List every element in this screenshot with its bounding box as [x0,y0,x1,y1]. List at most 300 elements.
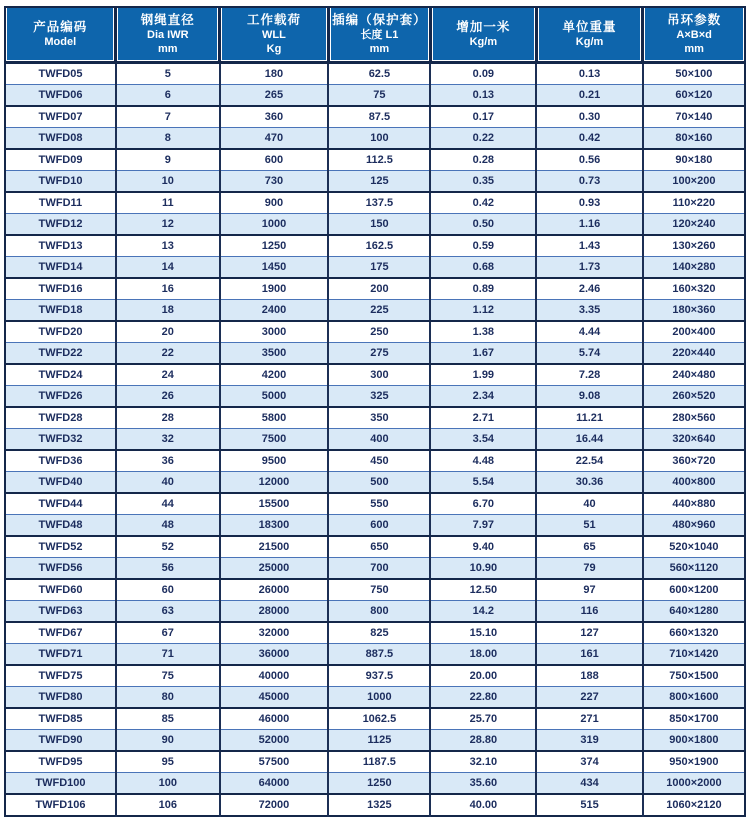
cell-l1: 1125 [328,730,430,752]
cell-model: TWFD80 [5,687,116,709]
cell-l1: 175 [328,257,430,279]
cell-ring: 220×440 [643,343,745,365]
header-line: 钢绳直径 [140,13,195,27]
table-row [5,472,745,494]
cell-wll: 40000 [220,665,329,687]
cell-dia: 56 [116,558,220,580]
cell-wll: 1450 [220,257,329,279]
cell-unit-weight: 22.54 [536,450,643,472]
table-row [5,751,745,773]
cell-wll: 28000 [220,601,329,623]
cell-wll: 36000 [220,644,329,666]
cell-l1: 800 [328,601,430,623]
cell-model: TWFD10 [5,171,116,193]
table-row [5,601,745,623]
column-header-ring [643,7,745,63]
cell-ring: 60×120 [643,85,745,107]
cell-dia: 13 [116,235,220,257]
header-line: WLL [262,29,286,41]
table-row [5,278,745,300]
cell-add-per-meter: 0.50 [430,214,536,236]
cell-dia: 32 [116,429,220,451]
header-line: Kg [266,43,282,55]
cell-l1: 325 [328,386,430,408]
cell-ring: 240×480 [643,364,745,386]
cell-unit-weight: 188 [536,665,643,687]
cell-l1: 350 [328,407,430,429]
cell-model: TWFD75 [5,665,116,687]
cell-ring: 950×1900 [643,751,745,773]
cell-wll: 7500 [220,429,329,451]
cell-wll: 9500 [220,450,329,472]
cell-l1: 887.5 [328,644,430,666]
table-row [5,192,745,214]
cell-l1: 1062.5 [328,708,430,730]
table-row [5,558,745,580]
cell-wll: 18300 [220,515,329,537]
table-row [5,579,745,601]
cell-l1: 1325 [328,794,430,816]
cell-l1: 1000 [328,687,430,709]
cell-ring: 800×1600 [643,687,745,709]
cell-wll: 3500 [220,343,329,365]
cell-unit-weight: 11.21 [536,407,643,429]
cell-add-per-meter: 6.70 [430,493,536,515]
cell-ring: 200×400 [643,321,745,343]
cell-wll: 32000 [220,622,329,644]
cell-dia: 9 [116,149,220,171]
cell-dia: 8 [116,128,220,150]
cell-dia: 16 [116,278,220,300]
cell-model: TWFD06 [5,85,116,107]
table-row [5,364,745,386]
cell-l1: 825 [328,622,430,644]
cell-unit-weight: 127 [536,622,643,644]
cell-l1: 937.5 [328,665,430,687]
table-row [5,128,745,150]
cell-wll: 4200 [220,364,329,386]
cell-dia: 26 [116,386,220,408]
cell-unit-weight: 2.46 [536,278,643,300]
cell-dia: 75 [116,665,220,687]
table-row [5,235,745,257]
cell-l1: 75 [328,85,430,107]
cell-wll: 57500 [220,751,329,773]
table-row [5,622,745,644]
cell-dia: 22 [116,343,220,365]
cell-ring: 320×640 [643,429,745,451]
header-line: 长度 L1 [360,29,399,41]
cell-add-per-meter: 0.09 [430,63,536,85]
table-row [5,730,745,752]
cell-add-per-meter: 15.10 [430,622,536,644]
cell-unit-weight: 0.13 [536,63,643,85]
cell-wll: 12000 [220,472,329,494]
cell-unit-weight: 5.74 [536,343,643,365]
header-line: 吊环参数 [667,13,722,27]
cell-wll: 900 [220,192,329,214]
cell-add-per-meter: 5.54 [430,472,536,494]
cell-add-per-meter: 18.00 [430,644,536,666]
cell-unit-weight: 30.36 [536,472,643,494]
cell-unit-weight: 0.56 [536,149,643,171]
cell-l1: 137.5 [328,192,430,214]
cell-model: TWFD85 [5,708,116,730]
cell-add-per-meter: 2.71 [430,407,536,429]
cell-dia: 100 [116,773,220,795]
column-header-l1 [328,7,430,63]
cell-ring: 710×1420 [643,644,745,666]
cell-dia: 44 [116,493,220,515]
table-row [5,794,745,816]
cell-dia: 60 [116,579,220,601]
cell-add-per-meter: 35.60 [430,773,536,795]
cell-unit-weight: 1.73 [536,257,643,279]
cell-dia: 20 [116,321,220,343]
cell-l1: 300 [328,364,430,386]
header-line: Kg/m [469,36,498,48]
header-line: Model [44,36,77,48]
cell-ring: 110×220 [643,192,745,214]
cell-add-per-meter: 14.2 [430,601,536,623]
cell-unit-weight: 515 [536,794,643,816]
cell-dia: 67 [116,622,220,644]
cell-wll: 1250 [220,235,329,257]
cell-dia: 40 [116,472,220,494]
cell-unit-weight: 1.16 [536,214,643,236]
cell-unit-weight: 79 [536,558,643,580]
cell-ring: 260×520 [643,386,745,408]
header-line: 产品编码 [33,20,88,34]
cell-model: TWFD05 [5,63,116,85]
cell-unit-weight: 271 [536,708,643,730]
cell-wll: 15500 [220,493,329,515]
cell-l1: 650 [328,536,430,558]
table-body [5,63,745,817]
cell-wll: 26000 [220,579,329,601]
table-row [5,63,745,85]
cell-model: TWFD12 [5,214,116,236]
cell-model: TWFD09 [5,149,116,171]
cell-model: TWFD40 [5,472,116,494]
cell-l1: 112.5 [328,149,430,171]
cell-model: TWFD36 [5,450,116,472]
cell-add-per-meter: 20.00 [430,665,536,687]
cell-add-per-meter: 0.59 [430,235,536,257]
cell-model: TWFD11 [5,192,116,214]
cell-l1: 250 [328,321,430,343]
cell-add-per-meter: 3.54 [430,429,536,451]
cell-ring: 70×140 [643,106,745,128]
table-row [5,450,745,472]
cell-l1: 600 [328,515,430,537]
cell-dia: 5 [116,63,220,85]
cell-add-per-meter: 1.12 [430,300,536,322]
cell-dia: 18 [116,300,220,322]
cell-model: TWFD63 [5,601,116,623]
cell-ring: 560×1120 [643,558,745,580]
cell-wll: 72000 [220,794,329,816]
cell-ring: 640×1280 [643,601,745,623]
table-header [5,7,745,63]
cell-unit-weight: 161 [536,644,643,666]
cell-wll: 3000 [220,321,329,343]
header-line: 工作载荷 [246,13,301,27]
cell-model: TWFD16 [5,278,116,300]
cell-dia: 48 [116,515,220,537]
cell-ring: 120×240 [643,214,745,236]
cell-model: TWFD56 [5,558,116,580]
header-line: Kg/m [575,36,604,48]
cell-dia: 14 [116,257,220,279]
cell-ring: 130×260 [643,235,745,257]
cell-add-per-meter: 1.67 [430,343,536,365]
cell-model: TWFD18 [5,300,116,322]
cell-unit-weight: 374 [536,751,643,773]
table-row [5,515,745,537]
table-row [5,644,745,666]
cell-add-per-meter: 9.40 [430,536,536,558]
cell-unit-weight: 9.08 [536,386,643,408]
cell-unit-weight: 434 [536,773,643,795]
cell-model: TWFD71 [5,644,116,666]
cell-add-per-meter: 28.80 [430,730,536,752]
cell-unit-weight: 116 [536,601,643,623]
cell-wll: 1000 [220,214,329,236]
table-row [5,85,745,107]
cell-wll: 46000 [220,708,329,730]
cell-dia: 24 [116,364,220,386]
cell-unit-weight: 227 [536,687,643,709]
cell-wll: 180 [220,63,329,85]
cell-add-per-meter: 25.70 [430,708,536,730]
cell-ring: 400×800 [643,472,745,494]
cell-add-per-meter: 22.80 [430,687,536,709]
table-row [5,687,745,709]
cell-model: TWFD95 [5,751,116,773]
cell-add-per-meter: 32.10 [430,751,536,773]
cell-add-per-meter: 0.68 [430,257,536,279]
cell-unit-weight: 0.93 [536,192,643,214]
table-row [5,407,745,429]
cell-unit-weight: 1.43 [536,235,643,257]
cell-l1: 1187.5 [328,751,430,773]
header-line: 单位重量 [562,20,617,34]
cell-wll: 52000 [220,730,329,752]
cell-wll: 265 [220,85,329,107]
cell-l1: 125 [328,171,430,193]
cell-ring: 850×1700 [643,708,745,730]
cell-dia: 63 [116,601,220,623]
column-header-unit-weight [536,7,643,63]
cell-ring: 750×1500 [643,665,745,687]
cell-model: TWFD08 [5,128,116,150]
cell-add-per-meter: 2.34 [430,386,536,408]
cell-dia: 52 [116,536,220,558]
cell-add-per-meter: 0.42 [430,192,536,214]
table-row [5,773,745,795]
column-header-dia [116,7,220,63]
cell-ring: 660×1320 [643,622,745,644]
cell-wll: 470 [220,128,329,150]
cell-ring: 1000×2000 [643,773,745,795]
cell-dia: 36 [116,450,220,472]
cell-ring: 1060×2120 [643,794,745,816]
cell-ring: 360×720 [643,450,745,472]
table-row [5,300,745,322]
spec-table [4,6,746,817]
spec-table-container [4,6,746,817]
cell-dia: 7 [116,106,220,128]
cell-l1: 275 [328,343,430,365]
cell-model: TWFD20 [5,321,116,343]
header-line: A×B×d [676,29,712,41]
column-header-wll [220,7,329,63]
cell-unit-weight: 16.44 [536,429,643,451]
header-line: 增加一米 [456,20,511,34]
header-line: mm [158,43,178,55]
cell-ring: 440×880 [643,493,745,515]
cell-model: TWFD48 [5,515,116,537]
cell-wll: 25000 [220,558,329,580]
cell-add-per-meter: 7.97 [430,515,536,537]
header-line: 插编（保护套） [332,13,427,27]
cell-l1: 400 [328,429,430,451]
cell-dia: 80 [116,687,220,709]
cell-wll: 360 [220,106,329,128]
table-row [5,149,745,171]
cell-ring: 180×360 [643,300,745,322]
cell-ring: 100×200 [643,171,745,193]
cell-wll: 1900 [220,278,329,300]
cell-model: TWFD32 [5,429,116,451]
cell-unit-weight: 0.30 [536,106,643,128]
cell-unit-weight: 4.44 [536,321,643,343]
cell-ring: 160×320 [643,278,745,300]
cell-ring: 50×100 [643,63,745,85]
cell-unit-weight: 40 [536,493,643,515]
cell-dia: 95 [116,751,220,773]
cell-ring: 280×560 [643,407,745,429]
cell-model: TWFD90 [5,730,116,752]
cell-l1: 750 [328,579,430,601]
table-row [5,171,745,193]
cell-add-per-meter: 0.13 [430,85,536,107]
cell-dia: 11 [116,192,220,214]
cell-add-per-meter: 10.90 [430,558,536,580]
table-row [5,708,745,730]
cell-unit-weight: 0.42 [536,128,643,150]
cell-ring: 140×280 [643,257,745,279]
table-row [5,321,745,343]
cell-add-per-meter: 12.50 [430,579,536,601]
cell-unit-weight: 7.28 [536,364,643,386]
cell-dia: 10 [116,171,220,193]
table-row [5,257,745,279]
cell-ring: 80×160 [643,128,745,150]
cell-l1: 62.5 [328,63,430,85]
cell-model: TWFD67 [5,622,116,644]
cell-dia: 90 [116,730,220,752]
cell-wll: 600 [220,149,329,171]
cell-dia: 106 [116,794,220,816]
cell-add-per-meter: 0.17 [430,106,536,128]
cell-l1: 550 [328,493,430,515]
cell-model: TWFD28 [5,407,116,429]
cell-unit-weight: 97 [536,579,643,601]
cell-model: TWFD07 [5,106,116,128]
cell-ring: 480×960 [643,515,745,537]
cell-unit-weight: 3.35 [536,300,643,322]
cell-model: TWFD22 [5,343,116,365]
cell-add-per-meter: 0.22 [430,128,536,150]
cell-unit-weight: 0.21 [536,85,643,107]
cell-dia: 85 [116,708,220,730]
cell-ring: 520×1040 [643,536,745,558]
cell-unit-weight: 65 [536,536,643,558]
cell-wll: 5800 [220,407,329,429]
cell-wll: 64000 [220,773,329,795]
table-row [5,665,745,687]
cell-model: TWFD26 [5,386,116,408]
cell-ring: 900×1800 [643,730,745,752]
cell-model: TWFD100 [5,773,116,795]
cell-model: TWFD52 [5,536,116,558]
cell-add-per-meter: 1.38 [430,321,536,343]
cell-dia: 28 [116,407,220,429]
cell-model: TWFD13 [5,235,116,257]
table-row [5,106,745,128]
cell-l1: 162.5 [328,235,430,257]
cell-model: TWFD106 [5,794,116,816]
cell-dia: 12 [116,214,220,236]
cell-ring: 90×180 [643,149,745,171]
table-row [5,429,745,451]
cell-model: TWFD24 [5,364,116,386]
cell-wll: 5000 [220,386,329,408]
cell-model: TWFD60 [5,579,116,601]
cell-add-per-meter: 0.28 [430,149,536,171]
header-line: mm [369,43,390,55]
header-line: mm [684,43,704,55]
cell-l1: 87.5 [328,106,430,128]
cell-l1: 700 [328,558,430,580]
header-row [5,7,745,63]
cell-add-per-meter: 0.35 [430,171,536,193]
cell-l1: 1250 [328,773,430,795]
cell-model: TWFD44 [5,493,116,515]
table-row [5,536,745,558]
cell-l1: 150 [328,214,430,236]
cell-add-per-meter: 4.48 [430,450,536,472]
cell-l1: 100 [328,128,430,150]
cell-add-per-meter: 40.00 [430,794,536,816]
cell-l1: 450 [328,450,430,472]
cell-unit-weight: 319 [536,730,643,752]
cell-wll: 21500 [220,536,329,558]
column-header-model [5,7,116,63]
cell-l1: 200 [328,278,430,300]
cell-ring: 600×1200 [643,579,745,601]
cell-l1: 500 [328,472,430,494]
table-row [5,214,745,236]
cell-l1: 225 [328,300,430,322]
table-row [5,493,745,515]
cell-wll: 45000 [220,687,329,709]
header-line: Dia IWR [147,29,189,41]
cell-add-per-meter: 0.89 [430,278,536,300]
cell-wll: 2400 [220,300,329,322]
